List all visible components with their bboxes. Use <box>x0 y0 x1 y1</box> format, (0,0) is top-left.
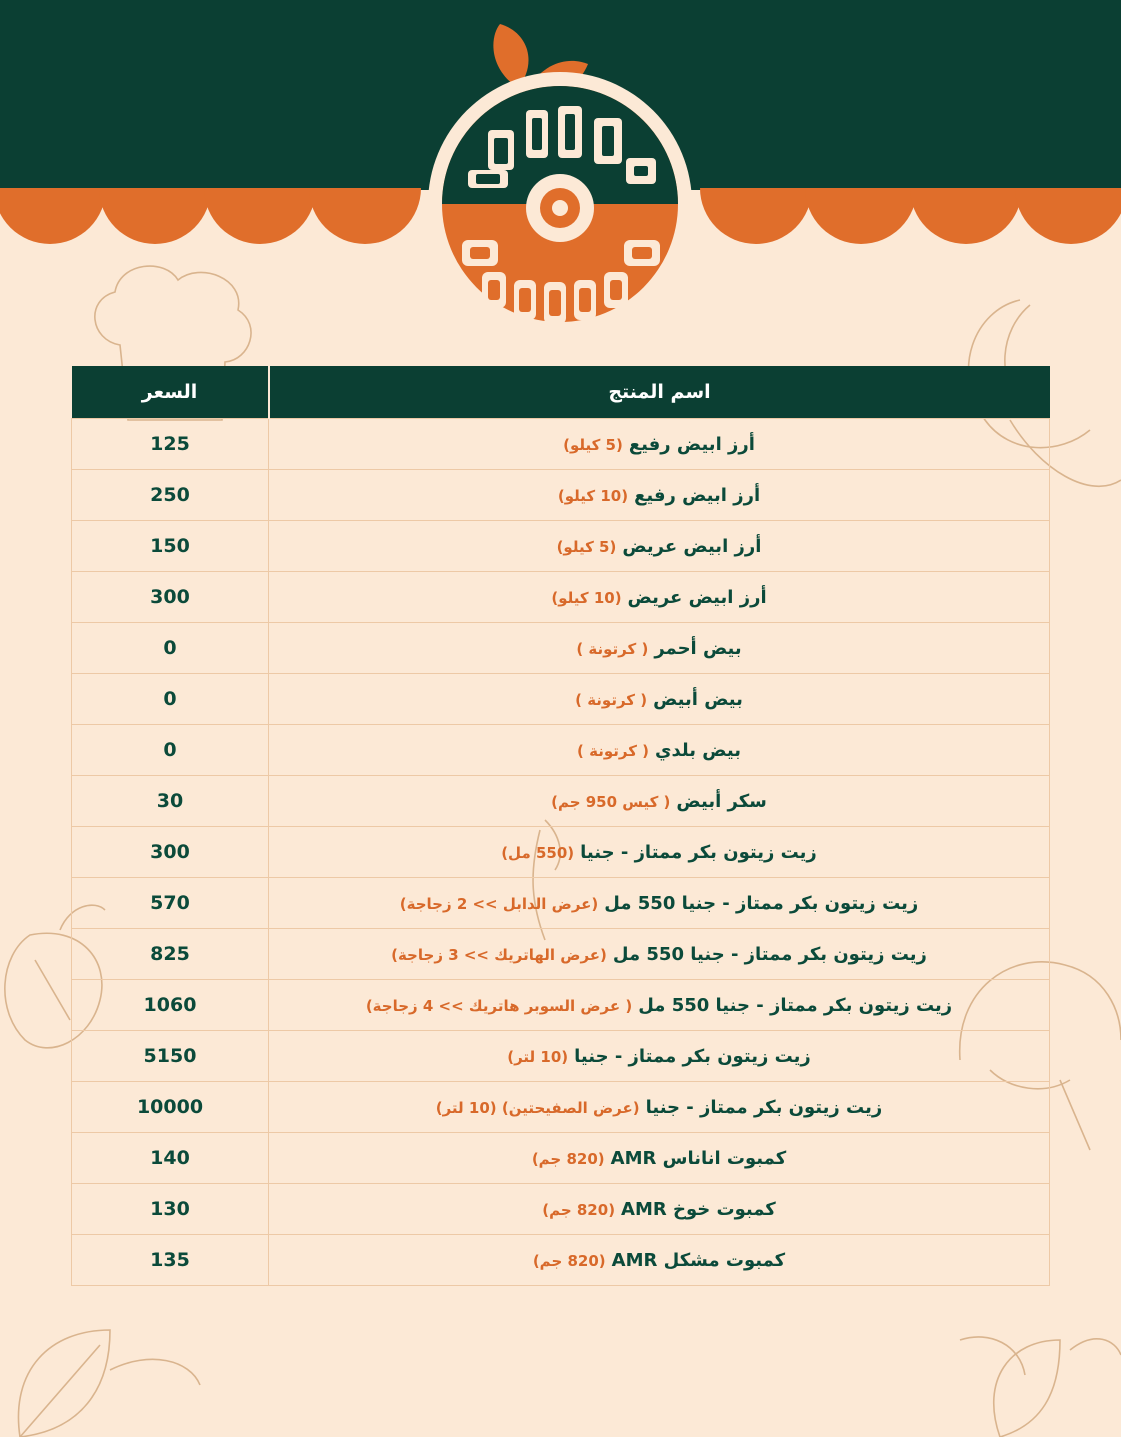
product-name-cell <box>269 1235 1050 1286</box>
price-cell: 5150 <box>72 1031 269 1082</box>
table-row <box>72 827 1050 878</box>
price-cell: 125 <box>72 419 269 470</box>
product-name-cell <box>269 776 1050 827</box>
table-row <box>72 1235 1050 1286</box>
table-row <box>72 929 1050 980</box>
price-cell: 135 <box>72 1235 269 1286</box>
product-name-cell <box>269 878 1050 929</box>
product-detail: ( كرتونة ) <box>577 741 650 760</box>
table-row <box>72 1184 1050 1235</box>
product-name: بيض أبيض <box>653 688 743 710</box>
product-detail: (10 لتر) <box>507 1047 569 1066</box>
price-cell: 0 <box>72 674 269 725</box>
product-detail: (5 كيلو) <box>556 537 617 556</box>
table-row <box>72 980 1050 1031</box>
product-name-cell <box>269 827 1050 878</box>
product-name: زيت زيتون بكر ممتاز - جنيا <box>574 1045 811 1067</box>
table-header-row <box>72 366 1050 419</box>
product-name-cell <box>269 419 1050 470</box>
column-header-price: السعر <box>72 366 269 419</box>
table-row <box>72 674 1050 725</box>
product-name-cell <box>269 674 1050 725</box>
product-name: كمبوت خوخ AMR <box>621 1198 776 1220</box>
product-name: كمبوت مشكل AMR <box>611 1249 786 1271</box>
leaf-doodle <box>18 1330 200 1437</box>
product-name: أرز ابيض رفيع <box>634 484 761 506</box>
product-detail: (820 جم) <box>542 1200 616 1219</box>
product-name-cell <box>269 572 1050 623</box>
table-row <box>72 470 1050 521</box>
table-row <box>72 1082 1050 1133</box>
price-cell: 150 <box>72 521 269 572</box>
table-row <box>72 776 1050 827</box>
product-detail: (10 كيلو) <box>557 486 629 505</box>
price-table <box>71 366 1050 1286</box>
price-cell: 140 <box>72 1133 269 1184</box>
product-name: زيت زيتون بكر ممتاز - جنيا <box>645 1096 883 1118</box>
product-name-cell <box>269 470 1050 521</box>
product-name: أرز ابيض عريض <box>622 535 762 557</box>
price-cell: 30 <box>72 776 269 827</box>
product-name-cell <box>269 521 1050 572</box>
product-detail: (5 كيلو) <box>563 435 623 454</box>
product-detail: (عرض الهاتريك >> 3 زجاجة) <box>391 945 607 964</box>
product-name: بيض أحمر <box>654 637 742 659</box>
product-name: أرز ابيض رفيع <box>628 433 755 455</box>
table-row <box>72 572 1050 623</box>
product-detail: ( كرتونة ) <box>575 690 648 709</box>
product-name: زيت زيتون بكر ممتاز - جنيا 550 مل <box>638 994 953 1016</box>
product-detail: ( كرتونة ) <box>576 639 649 658</box>
price-cell: 130 <box>72 1184 269 1235</box>
product-detail: ( عرض السوبر هاتريك >> 4 زجاجة) <box>365 996 633 1015</box>
product-name: زيت زيتون بكر ممتاز - جنيا 550 مل <box>612 943 927 965</box>
product-name-cell <box>269 1133 1050 1184</box>
product-detail: (820 جم) <box>532 1251 606 1270</box>
table-row <box>72 725 1050 776</box>
price-cell: 300 <box>72 827 269 878</box>
price-cell: 250 <box>72 470 269 521</box>
product-name-cell <box>269 1082 1050 1133</box>
product-name: كمبوت اناناس AMR <box>610 1147 787 1169</box>
orange-slice-logo <box>428 18 692 338</box>
product-name: بيض بلدي <box>655 739 741 761</box>
price-cell: 825 <box>72 929 269 980</box>
price-cell: 0 <box>72 725 269 776</box>
product-detail: (550 مل) <box>501 843 575 862</box>
price-cell: 570 <box>72 878 269 929</box>
product-name: زيت زيتون بكر ممتاز - جنيا <box>580 841 817 863</box>
leaf-doodle <box>960 1337 1121 1437</box>
table-row <box>72 878 1050 929</box>
product-detail: (عرض الدابل >> 2 زجاجة) <box>399 894 599 913</box>
product-name-cell <box>269 980 1050 1031</box>
table-row <box>72 623 1050 674</box>
product-name-cell <box>269 623 1050 674</box>
product-detail: (عرض الصفيحتين) (10 لتر) <box>435 1098 640 1117</box>
price-cell: 1060 <box>72 980 269 1031</box>
product-detail: ( كيس 950 جم) <box>551 792 671 811</box>
column-header-product-name: اسم المنتج <box>269 366 1050 419</box>
product-name: زيت زيتون بكر ممتاز - جنيا 550 مل <box>604 892 919 914</box>
price-cell: 300 <box>72 572 269 623</box>
table-row <box>72 1031 1050 1082</box>
product-name: أرز ابيض عريض <box>627 586 767 608</box>
price-cell: 0 <box>72 623 269 674</box>
product-name: سكر أبيض <box>676 790 767 812</box>
table-row <box>72 521 1050 572</box>
product-detail: (10 كيلو) <box>551 588 622 607</box>
table-row <box>72 1133 1050 1184</box>
table-row <box>72 419 1050 470</box>
product-name-cell <box>269 929 1050 980</box>
product-name-cell <box>269 725 1050 776</box>
product-name-cell <box>269 1184 1050 1235</box>
product-name-cell <box>269 1031 1050 1082</box>
price-cell: 10000 <box>72 1082 269 1133</box>
product-detail: (820 جم) <box>531 1149 605 1168</box>
